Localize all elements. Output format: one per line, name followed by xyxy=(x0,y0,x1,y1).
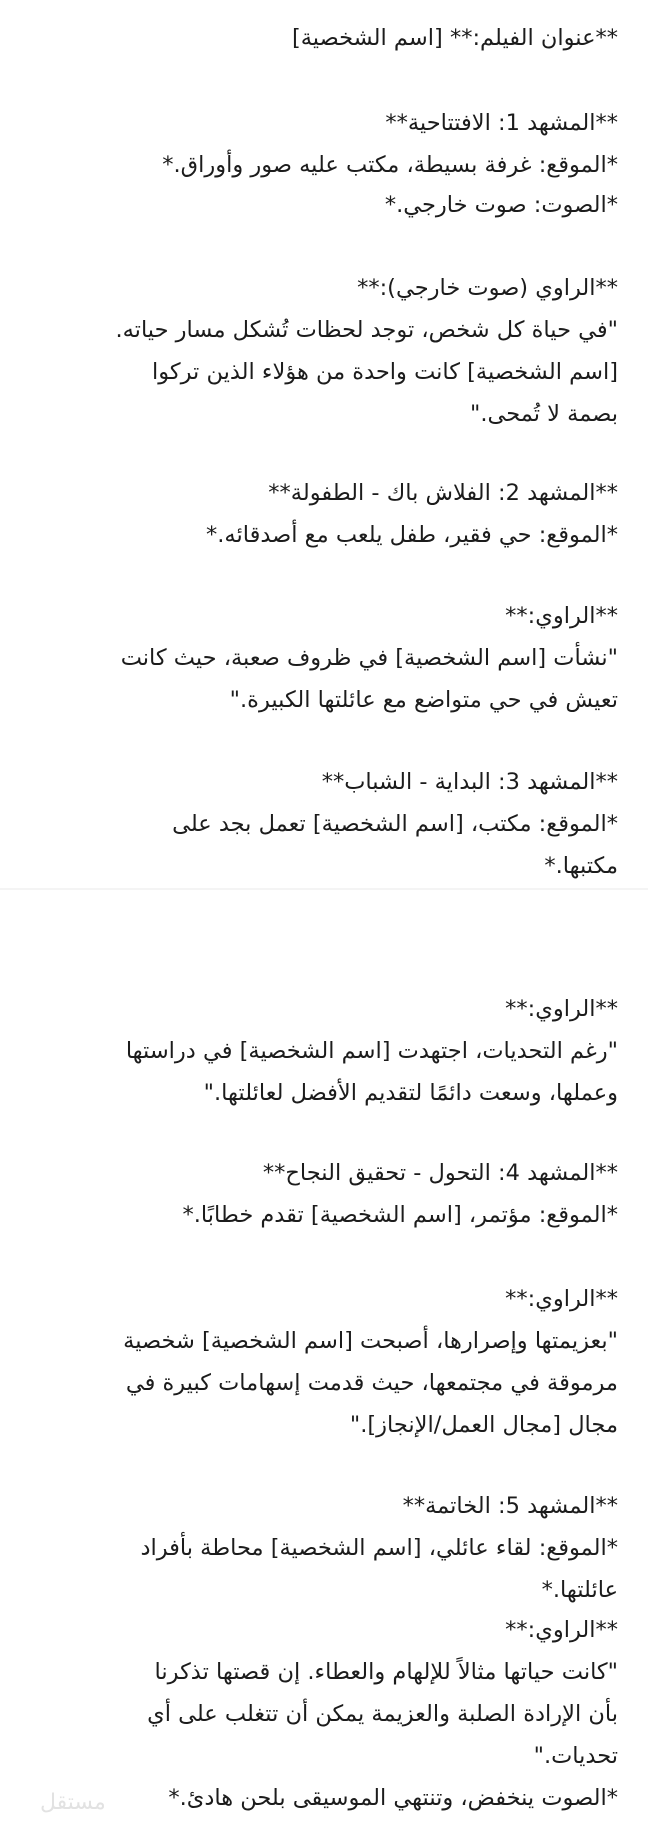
scene-4-location: *الموقع: مؤتمر، [اسم الشخصية] تقدم خطابًا.* xyxy=(182,1202,618,1228)
narration-line: "كانت حياتها مثالاً للإلهام والعطاء. إن قصتها تذكرنا xyxy=(154,1659,618,1685)
narrator-label: **الراوي:** xyxy=(505,1617,618,1643)
scene-3-location: *الموقع: مكتب، [اسم الشخصية] تعمل بجد على xyxy=(172,811,618,837)
narration-line: بصمة لا تُمحى." xyxy=(469,401,618,427)
narrator-label: **الراوي:** xyxy=(505,1286,618,1312)
scene-4-heading: **المشهد 4: التحول - تحقيق النجاح** xyxy=(262,1160,618,1186)
film-title-line: **عنوان الفيلم:** [اسم الشخصية] xyxy=(291,25,618,51)
scene-1-sound: *الصوت: صوت خارجي.* xyxy=(384,192,618,218)
narration-line: بأن الإرادة الصلبة والعزيمة يمكن أن تتغلب على أي xyxy=(147,1701,618,1727)
scene-5-location: عائلتها.* xyxy=(541,1577,618,1603)
page-divider xyxy=(0,888,648,890)
narration-line: [اسم الشخصية] كانت واحدة من هؤلاء الذين تركوا xyxy=(152,359,618,385)
narration-line: مجال [مجال العمل/الإنجاز]." xyxy=(349,1412,618,1438)
narration-line: "بعزيمتها وإصرارها، أصبحت [اسم الشخصية] شخصية xyxy=(123,1328,618,1354)
scene-2-location: *الموقع: حي فقير، طفل يلعب مع أصدقائه.* xyxy=(206,522,618,548)
narrator-label: **الراوي:** xyxy=(505,996,618,1022)
scene-3-heading: **المشهد 3: البداية - الشباب** xyxy=(321,769,618,795)
narration-line: "رغم التحديات، اجتهدت [اسم الشخصية] في دراستها xyxy=(125,1038,618,1064)
narrator-voiceover-label: **الراوي (صوت خارجي):** xyxy=(357,275,618,301)
narration-line: "نشأت [اسم الشخصية] في ظروف صعبة، حيث كانت xyxy=(120,645,618,671)
closing-sound-line: *الصوت ينخفض، وتنتهي الموسيقى بلحن هادئ.* xyxy=(168,1785,618,1811)
narrator-label: **الراوي:** xyxy=(505,603,618,629)
narration-line: تحديات." xyxy=(533,1743,618,1769)
narration-line: تعيش في حي متواضع مع عائلتها الكبيرة." xyxy=(229,687,618,713)
scene-1-heading: **المشهد 1: الافتتاحية** xyxy=(385,110,618,136)
site-watermark: مستقل xyxy=(40,1790,106,1815)
scene-1-location: *الموقع: غرفة بسيطة، مكتب عليه صور وأوراق.* xyxy=(162,152,618,178)
narration-line: وعملها، وسعت دائمًا لتقديم الأفضل لعائلتها." xyxy=(203,1080,618,1106)
scene-3-location: مكتبها.* xyxy=(544,853,618,879)
scene-2-heading: **المشهد 2: الفلاش باك - الطفولة** xyxy=(268,480,618,506)
scene-5-location: *الموقع: لقاء عائلي، [اسم الشخصية] محاطة بأفراد xyxy=(140,1535,618,1561)
scene-5-heading: **المشهد 5: الخاتمة** xyxy=(402,1493,618,1519)
narration-line: مرموقة في مجتمعها، حيث قدمت إسهامات كبيرة في xyxy=(125,1370,618,1396)
narration-line: "في حياة كل شخص، توجد لحظات تُشكل مسار حياته. xyxy=(115,317,618,343)
